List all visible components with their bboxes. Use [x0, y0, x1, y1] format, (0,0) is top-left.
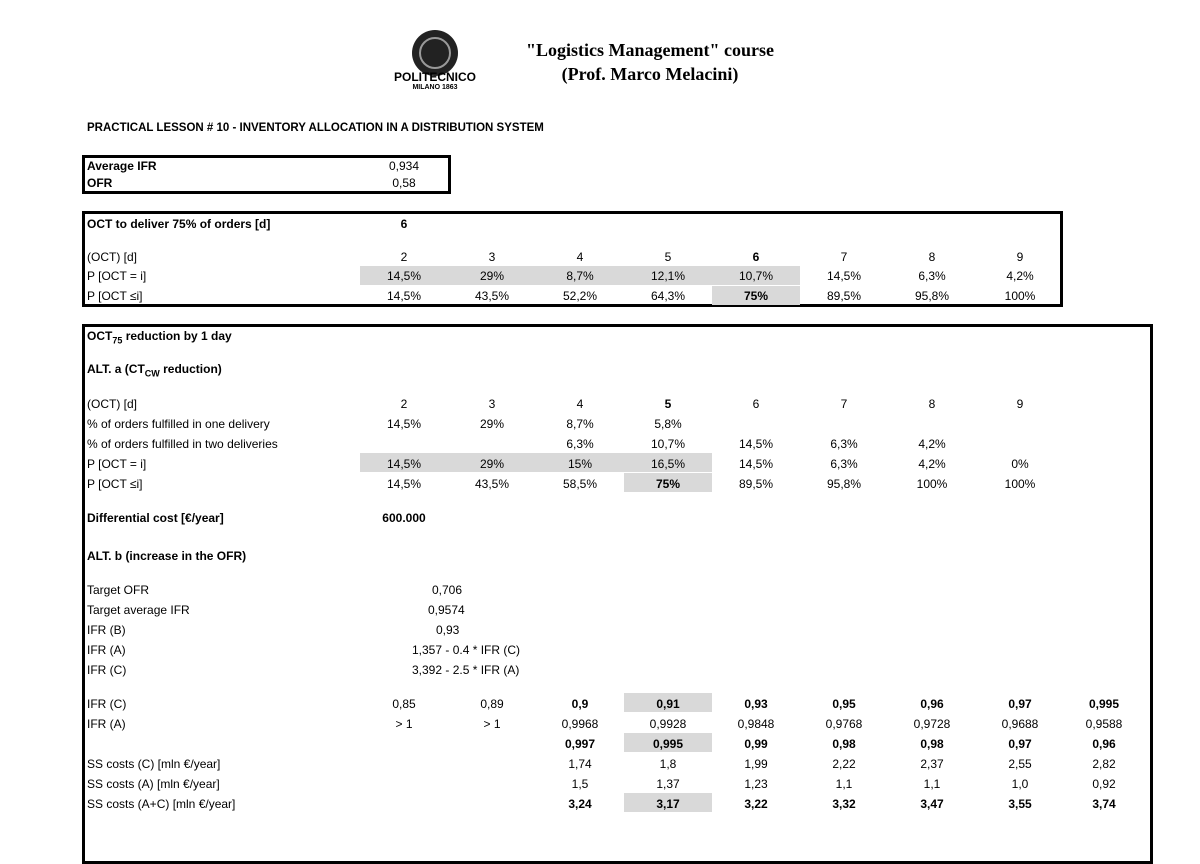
p-eq-value: 14,5%	[386, 269, 422, 283]
oct-day: 6	[752, 250, 760, 264]
alt-a-p-le-value: 89,5%	[738, 477, 774, 491]
ifr-c-value: 0,89	[480, 697, 504, 711]
p-le-value: 75%	[743, 289, 769, 303]
alt-a-days-label: (OCT) [d]	[87, 397, 137, 411]
oct-days-label: (OCT) [d]	[87, 250, 137, 264]
ifr-a-label: IFR (A)	[87, 717, 126, 731]
oct-day: 9	[1016, 250, 1024, 264]
p-le-value: 64,3%	[650, 289, 686, 303]
ifr-c-value: 0,96	[920, 697, 944, 711]
ss-a-value: 0,92	[1092, 777, 1116, 791]
alt-a-p-le-value: 95,8%	[826, 477, 862, 491]
oct-75-label: OCT to deliver 75% of orders [d]	[87, 217, 271, 231]
alt-a-p-le-value: 14,5%	[386, 477, 422, 491]
two-deliveries-label: % of orders fulfilled in two deliveries	[87, 437, 278, 451]
target-ofr-value: 0,706	[432, 583, 463, 597]
oct-75-value: 6	[400, 217, 408, 231]
p-eq-value: 6,3%	[918, 269, 946, 283]
ifr-avg-value: 0,99	[744, 737, 768, 751]
ifr-c-value: 0,93	[744, 697, 768, 711]
ss-c-value: 1,8	[659, 757, 677, 771]
average-ifr-value: 0,934	[388, 159, 420, 173]
ifr-c-formula-label: IFR (C)	[87, 663, 127, 677]
ifr-c-formula-value: 3,392 - 2.5 * IFR (A)	[412, 663, 520, 677]
ofr-value: 0,58	[392, 176, 416, 190]
alt-a-p-eq-value: 15%	[567, 457, 593, 471]
alt-a-p-eq-value: 14,5%	[738, 457, 774, 471]
ifr-avg-value: 0,97	[1008, 737, 1032, 751]
ss-a-label: SS costs (A) [mln €/year]	[87, 777, 220, 791]
target-avg-ifr-value: 0,9574	[428, 603, 465, 617]
alt-a-day: 5	[664, 397, 672, 411]
ss-ac-value: 3,32	[832, 797, 856, 811]
p-eq-value: 10,7%	[738, 269, 774, 283]
alt-a-p-eq-value: 29%	[479, 457, 505, 471]
ss-ac-label: SS costs (A+C) [mln €/year]	[87, 797, 236, 811]
average-ifr-label: Average IFR	[87, 159, 157, 173]
ss-a-value: 1,23	[744, 777, 768, 791]
ifr-a-value: 0,9928	[649, 717, 687, 731]
alt-a-p-le-value: 100%	[916, 477, 948, 491]
ifr-a-formula-value: 1,357 - 0.4 * IFR (C)	[412, 643, 521, 657]
ifr-avg-value: 0,96	[1092, 737, 1116, 751]
ss-ac-value: 3,55	[1008, 797, 1032, 811]
two-deliveries-value: 4,2%	[918, 437, 946, 451]
ifr-c-value: 0,85	[392, 697, 416, 711]
ss-ac-value: 3,74	[1092, 797, 1116, 811]
ss-a-value: 1,1	[835, 777, 853, 791]
alt-a-day: 7	[840, 397, 848, 411]
one-delivery-label: % of orders fulfilled in one delivery	[87, 417, 270, 431]
ifr-b-label: IFR (B)	[87, 623, 126, 637]
differential-cost-value: 600.000	[382, 511, 426, 525]
ifr-c-value: 0,9	[571, 697, 589, 711]
alt-a-day: 9	[1016, 397, 1024, 411]
p-eq-label: P [OCT = i]	[87, 269, 147, 283]
ss-c-label: SS costs (C) [mln €/year]	[87, 757, 221, 771]
two-deliveries-value: 6,3%	[830, 437, 858, 451]
alt-a-p-eq-value: 4,2%	[918, 457, 946, 471]
p-eq-value: 14,5%	[826, 269, 862, 283]
ofr-label: OFR	[87, 176, 113, 190]
ss-c-value: 1,74	[568, 757, 592, 771]
one-delivery-value: 29%	[479, 417, 505, 431]
ss-c-value: 2,22	[832, 757, 856, 771]
ifr-c-value: 0,91	[656, 697, 680, 711]
two-deliveries-value: 10,7%	[650, 437, 686, 451]
ss-a-value: 1,1	[923, 777, 941, 791]
two-deliveries-value: 14,5%	[738, 437, 774, 451]
ifr-c-value: 0,995	[1088, 697, 1120, 711]
one-delivery-value: 8,7%	[566, 417, 594, 431]
alt-a-day: 2	[400, 397, 408, 411]
target-avg-ifr-label: Target average IFR	[87, 603, 190, 617]
alt-a-title: ALT. a ($CT_{CW}$ reduction)	[87, 362, 222, 379]
p-eq-value: 29%	[479, 269, 505, 283]
ss-c-value: 1,99	[744, 757, 768, 771]
ss-a-value: 1,5	[571, 777, 589, 791]
ifr-a-formula-label: IFR (A)	[87, 643, 126, 657]
ifr-a-value: > 1	[483, 717, 501, 731]
ifr-avg-value: 0,98	[920, 737, 944, 751]
p-eq-value: 8,7%	[566, 269, 594, 283]
alt-a-p-le-label: P [OCT ≤i]	[87, 477, 143, 491]
ss-ac-value: 3,22	[744, 797, 768, 811]
ifr-avg-value: 0,98	[832, 737, 856, 751]
alt-a-day: 8	[928, 397, 936, 411]
ss-c-value: 2,37	[920, 757, 944, 771]
ss-ac-value: 3,47	[920, 797, 944, 811]
p-le-value: 14,5%	[386, 289, 422, 303]
ifr-c-value: 0,97	[1008, 697, 1032, 711]
p-eq-value: 12,1%	[650, 269, 686, 283]
alt-a-p-le-value: 75%	[655, 477, 681, 491]
p-le-value: 89,5%	[826, 289, 862, 303]
logo-subtext: MILANO 1863	[412, 84, 458, 91]
ss-a-value: 1,0	[1011, 777, 1029, 791]
ifr-c-label: IFR (C)	[87, 697, 127, 711]
ss-c-value: 2,82	[1092, 757, 1116, 771]
oct-day: 8	[928, 250, 936, 264]
target-ofr-label: Target OFR	[87, 583, 150, 597]
alt-a-p-eq-label: P [OCT = i]	[87, 457, 147, 471]
ifr-a-value: 0,9768	[825, 717, 863, 731]
ss-c-value: 2,55	[1008, 757, 1032, 771]
ifr-c-value: 0,95	[832, 697, 856, 711]
course-title: "Logistics Management" course	[526, 40, 774, 60]
p-le-value: 43,5%	[474, 289, 510, 303]
oct-reduction-title: $OCT_{75}$ reduction by 1 day	[87, 329, 232, 346]
p-eq-value: 4,2%	[1006, 269, 1034, 283]
differential-cost-label: Differential cost [€/year]	[87, 511, 224, 525]
lesson-title: PRACTICAL LESSON # 10 - INVENTORY ALLOCATION IN A DISTRIBUTION SYSTEM	[87, 122, 544, 134]
alt-a-p-eq-value: 6,3%	[830, 457, 858, 471]
alt-a-p-eq-value: 14,5%	[386, 457, 422, 471]
alt-a-day: 6	[752, 397, 760, 411]
ss-a-value: 1,37	[656, 777, 680, 791]
ifr-a-value: 0,9848	[737, 717, 775, 731]
ifr-b-value: 0,93	[436, 623, 460, 637]
ifr-a-value: 0,9688	[1001, 717, 1039, 731]
alt-b-title: ALT. b (increase in the OFR)	[87, 549, 247, 563]
logo-name: POLITECNICO	[393, 70, 476, 84]
ifr-a-value: 0,9588	[1085, 717, 1123, 731]
ifr-a-value: 0,9968	[561, 717, 599, 731]
p-le-value: 100%	[1004, 289, 1036, 303]
alt-a-day: 4	[576, 397, 584, 411]
ifr-a-value: 0,9728	[913, 717, 951, 731]
oct-day: 4	[576, 250, 584, 264]
oct-day: 2	[400, 250, 408, 264]
ifr-avg-value: 0,997	[564, 737, 596, 751]
alt-a-p-eq-value: 0%	[1011, 457, 1029, 471]
alt-a-day: 3	[488, 397, 496, 411]
ifr-avg-value: 0,995	[652, 737, 684, 751]
alt-a-p-eq-value: 16,5%	[650, 457, 686, 471]
ss-ac-value: 3,17	[656, 797, 680, 811]
alt-a-p-le-value: 58,5%	[562, 477, 598, 491]
ifr-a-value: > 1	[395, 717, 413, 731]
one-delivery-value: 5,8%	[654, 417, 682, 431]
oct-day: 3	[488, 250, 496, 264]
p-le-label: P [OCT ≤i]	[87, 289, 143, 303]
p-le-value: 52,2%	[562, 289, 598, 303]
one-delivery-value: 14,5%	[386, 417, 422, 431]
alt-a-p-le-value: 43,5%	[474, 477, 510, 491]
two-deliveries-value: 6,3%	[566, 437, 594, 451]
politecnico-logo	[385, 30, 485, 98]
alt-a-p-le-value: 100%	[1004, 477, 1036, 491]
oct-day: 5	[664, 250, 672, 264]
ss-ac-value: 3,24	[568, 797, 592, 811]
p-le-value: 95,8%	[914, 289, 950, 303]
course-professor: (Prof. Marco Melacini)	[561, 64, 739, 84]
oct-day: 7	[840, 250, 848, 264]
